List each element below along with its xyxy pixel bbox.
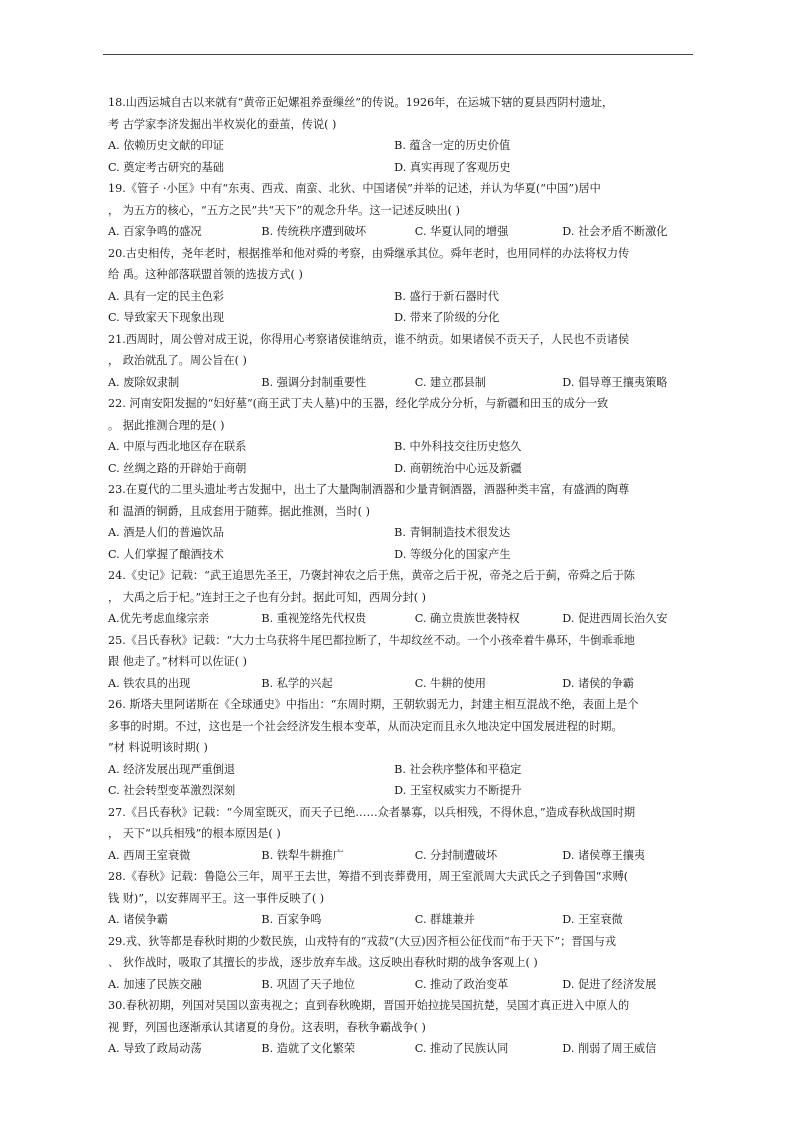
question-block	[108, 92, 698, 178]
answer-option[interactable]: B. 盛行于新石器时代	[394, 289, 499, 303]
question-block	[108, 329, 698, 394]
options-row	[108, 759, 698, 781]
question-block	[108, 565, 698, 630]
answer-option[interactable]: C. 奠定考古研究的基础	[108, 160, 224, 174]
answer-option[interactable]: D. 诸侯的争霸	[562, 676, 634, 690]
question-block	[108, 243, 698, 329]
question-stem-line: 视 野，列国也逐渐承认其诸夏的身份。这表明，春秋争霸战争( )	[108, 1020, 426, 1034]
answer-option[interactable]: D. 带来了阶级的分化	[394, 311, 500, 324]
answer-option[interactable]: A. 废除奴隶制	[108, 375, 180, 389]
options-row	[108, 436, 698, 458]
options-row	[108, 522, 698, 544]
answer-option[interactable]: D. 王室衰微	[562, 913, 623, 926]
answer-option[interactable]: C. 人们掌握了酿酒技术	[108, 547, 224, 561]
options-row	[108, 673, 698, 695]
answer-option[interactable]: D. 倡导尊王攘夷策略	[562, 375, 668, 389]
answer-option[interactable]: C. 牛耕的使用	[414, 676, 486, 690]
question-stem-line: 22. 河南安阳发掘的“妇好墓”(商王武丁夫人墓)中的玉器，经化学成分分析，与新疆和田玉的成分一致	[108, 397, 609, 410]
options-row	[108, 372, 698, 394]
options-row	[108, 157, 698, 179]
question-stem-line: 26. 斯塔夫里阿诺斯在《全球通史》中指出：“东周时期，王朝软弱无力，封建主相互混战不绝，表面上是个	[108, 698, 639, 711]
answer-option[interactable]: A. 百家争鸣的盛况	[108, 225, 202, 238]
answer-option[interactable]: B. 私学的兴起	[261, 676, 333, 690]
answer-option[interactable]: B. 青铜制造技术很发达	[394, 526, 511, 539]
question-block	[108, 630, 698, 695]
options-row	[108, 974, 698, 996]
question-stem-line: 28.《春秋》记载：鲁隐公三年，周平王去世，筹措不到丧葬费用，周王室派周大夫武氏之子到鲁国“求赙(	[108, 870, 629, 883]
answer-option[interactable]: A. 导致了政局动荡	[108, 1042, 202, 1055]
question-stem-line: 、 狄作战时，吸取了其擅长的步战，逐步放弃车战。这反映出春秋时期的战争客观上( )	[108, 956, 538, 969]
answer-option[interactable]: B. 造就了文化繁荣	[261, 1042, 356, 1055]
question-stem-line: ， 大禹之后于杞。”连封王之子也有分封。据此可知，西周分封( )	[108, 590, 427, 604]
answer-option[interactable]: A. 诸侯争霸	[108, 913, 168, 926]
question-stem-line: 20.古史相传，尧年老时，根据推举和他对舜的考察，由舜继承其位。舜年老时，也用同样的办法将权力传	[108, 246, 630, 260]
question-stem-line: 和 温酒的铜爵，且成套用于随葬。据此推测，当时( )	[108, 504, 370, 518]
options-row	[108, 780, 698, 802]
question-stem-line: 多事的时期。不过，这也是一个社会经济发生根本变革，从而决定而且永久地决定中国发展进程的时期。	[108, 719, 623, 733]
question-block	[108, 866, 698, 931]
answer-option[interactable]: D. 等级分化的国家产生	[394, 547, 511, 561]
options-row	[108, 608, 698, 630]
question-block	[108, 802, 698, 867]
header-rule	[103, 54, 693, 55]
answer-option[interactable]: C. 推动了政治变革	[414, 977, 509, 991]
question-block	[108, 479, 698, 565]
answer-option[interactable]: D. 促进了经济发展	[562, 977, 657, 991]
question-list	[108, 92, 698, 1060]
answer-option[interactable]: D. 王室权威实力不断提升	[394, 784, 522, 797]
question-stem-line: 24.《史记》记载：“武王追思先圣王，乃褒封神农之后于焦，黄帝之后于祝，帝尧之后于蓟，帝舜之后于陈	[108, 569, 635, 582]
answer-option[interactable]: A. 酒是人们的普遍饮品	[108, 526, 224, 539]
answer-option[interactable]: D. 促进西周长治久安	[562, 612, 668, 625]
answer-option[interactable]: A. 具有一定的民主色彩	[108, 289, 224, 303]
answer-option[interactable]: A. 加速了民族交融	[108, 977, 202, 991]
answer-option[interactable]: C. 分封制遭破坏	[414, 848, 498, 862]
answer-option[interactable]: D. 削弱了周王威信	[562, 1042, 657, 1055]
question-stem-line: 30.春秋初期，列国对吴国以蛮夷视之；直到春秋晚期，晋国开始拉拢吴国抗楚，吴国才真正进入中原人的	[108, 999, 630, 1012]
question-stem-line: ， 为五方的核心，“五方之民”共“天下”的观念升华。这一记述反映出( )	[108, 203, 460, 217]
options-row	[108, 845, 698, 867]
answer-option[interactable]: C. 导致家天下现象出现	[108, 311, 224, 324]
answer-option[interactable]: D. 社会矛盾不断激化	[562, 225, 668, 238]
question-stem-line: 跟 他走了。”材料可以佐证( )	[108, 655, 248, 668]
answer-option[interactable]: A. 铁农具的出现	[108, 676, 191, 690]
answer-option[interactable]: B. 传统秩序遭到破坏	[261, 225, 367, 238]
options-row	[108, 221, 698, 243]
question-block	[108, 393, 698, 479]
question-stem-line: 25.《吕氏春秋》记载：“大力士乌获将牛尾巴都拉断了，牛却纹丝不动。一个小孩牵着牛鼻环，牛倒乖乖地	[108, 633, 635, 647]
answer-option[interactable]: B. 百家争鸣	[261, 913, 322, 926]
answer-option[interactable]: A. 西周王室衰微	[108, 848, 191, 862]
answer-option[interactable]: B. 铁犁牛耕推广	[261, 848, 344, 862]
question-block	[108, 178, 698, 243]
answer-option[interactable]: C. 社会转型变革激烈深刻	[108, 784, 236, 797]
question-block	[108, 931, 698, 996]
options-row	[108, 458, 698, 480]
answer-option[interactable]: B. 中外科技交往历史悠久	[394, 440, 522, 453]
answer-option[interactable]: C. 群雄兼并	[414, 913, 475, 926]
question-stem-line: 21.西周时，周公曾对成王说，你得用心考察诸侯谁纳贡，谁不纳贡。如果诸侯不贡天子，人民也不贡诸侯	[108, 332, 630, 346]
question-stem-line: 23.在夏代的二里头遗址考古发掘中，出土了大量陶制酒器和少量青铜酒器，酒器种类丰富，有盛酒的陶尊	[108, 483, 630, 496]
question-stem-line: 19.《管子 ·小匡》中有“东夷、西戎、南蛮、北狄、中国诸侯”并举的记述，并认为华夏(“中国”)居中	[108, 182, 601, 195]
answer-option[interactable]: C. 建立郡县制	[414, 375, 486, 389]
answer-option[interactable]: D. 诸侯尊王攘夷	[562, 848, 646, 862]
answer-option[interactable]: B. 社会秩序整体和平稳定	[394, 762, 522, 776]
question-stem-line: 27.《吕氏春秋》记载：“今周室既灭，而天子已绝……众者暴寡，以兵相残，不得休息，”造成春秋战国时期	[108, 805, 636, 819]
question-stem-line: 18.山西运城自古以来就有“黄帝正妃嫘祖养蚕缫丝”的传说。1926年，在运城下辖的夏县西阴村遗址，	[108, 96, 614, 109]
options-row	[108, 286, 698, 308]
question-stem-line: ”材 料说明该时期( )	[108, 741, 208, 754]
question-stem-line: ， 天下“以兵相残”的根本原因是( )	[108, 827, 281, 840]
answer-option[interactable]: B. 重视笼络先代权贵	[261, 612, 367, 625]
question-stem-line: 29.戎、狄等都是春秋时期的少数民族，山戎特有的“戎菽”(大豆)因齐桓公征伐而“布于天下”；晋国与戎	[108, 934, 617, 948]
options-row	[108, 909, 698, 931]
answer-option[interactable]: C. 确立贵族世袭特权	[414, 612, 520, 625]
options-row	[108, 1038, 698, 1060]
answer-option[interactable]: A.优先考虑血缘宗亲	[108, 612, 210, 625]
answer-option[interactable]: C. 华夏认同的增强	[414, 225, 509, 238]
answer-option[interactable]: D. 真实再现了客观历史	[394, 160, 511, 174]
answer-option[interactable]: C. 推动了民族认同	[414, 1042, 509, 1055]
answer-option[interactable]: B. 强调分封制重要性	[261, 375, 367, 389]
answer-option[interactable]: A. 中原与西北地区存在联系	[108, 440, 247, 453]
answer-option[interactable]: B. 巩固了天子地位	[261, 977, 356, 991]
question-stem-line: 。 据此推测合理的是( )	[108, 418, 225, 432]
question-stem-line: 给 禹。这种部落联盟首领的选拔方式( )	[108, 268, 303, 281]
options-row	[108, 307, 698, 329]
question-block	[108, 694, 698, 802]
answer-option[interactable]: C. 丝绸之路的开辟始于商朝	[108, 461, 247, 475]
question-stem-line: 考 古学家李济发掘出半枚炭化的蚕茧，传说( )	[108, 117, 337, 131]
question-stem-line: ， 政治就乱了。周公旨在( )	[108, 354, 247, 367]
options-row	[108, 135, 698, 157]
answer-option[interactable]: B. 蕴含一定的历史价值	[394, 139, 511, 152]
options-row	[108, 544, 698, 566]
answer-option[interactable]: D. 商朝统治中心远及新疆	[394, 461, 522, 475]
question-stem-line: 钱 财)”，以安葬周平王。这一事件反映了( )	[108, 891, 325, 905]
answer-option[interactable]: A. 经济发展出现严重倒退	[108, 762, 236, 776]
answer-option[interactable]: A. 依赖历史文献的印证	[108, 139, 224, 152]
question-block	[108, 995, 698, 1060]
